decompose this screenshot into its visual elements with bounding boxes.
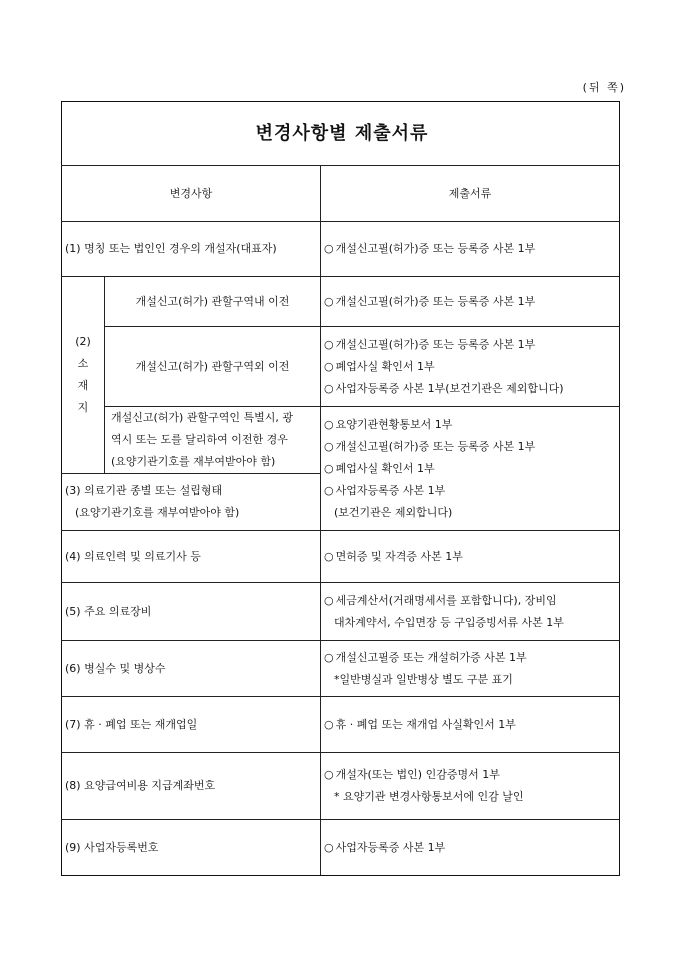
- row-label: (9) 사업자등록번호: [62, 820, 321, 876]
- table-row: [62, 753, 620, 820]
- table-row: [62, 583, 620, 641]
- change-documents-table: [61, 101, 620, 876]
- table-row: [62, 531, 620, 583]
- row-docs: ○ 휴 · 폐업 또는 재개업 사실확인서 1부: [321, 697, 620, 753]
- header-change: 변경사항: [62, 166, 321, 222]
- row-docs: ○ 요양기관현황통보서 1부 ○ 개설신고필(허가)증 또는 등록증 사본 1부 ○ 폐업사실 확인서 1부 ○ 사업자등록증 사본 1부 (보건기관은 제외합니다): [321, 407, 620, 531]
- table-row: [62, 277, 620, 327]
- header-documents: 제출서류: [321, 166, 620, 222]
- row-docs: ○ 개설자(또는 법인) 인감증명서 1부 * 요양기관 변경사항통보서에 인감 날인: [321, 753, 620, 820]
- row-label: (4) 의료인력 및 의료기사 등: [62, 531, 321, 583]
- row-label: 개설신고(허가) 관할구역내 이전: [105, 277, 321, 327]
- table-row: [62, 697, 620, 753]
- row-docs: ○ 사업자등록증 사본 1부: [321, 820, 620, 876]
- row-label: (7) 휴 · 폐업 또는 재개업일: [62, 697, 321, 753]
- row-label: 개설신고(허가) 관할구역인 특별시, 광 역시 또는 도를 달리하여 이전한 경우 (요양기관기호를 재부여받아야 함): [105, 407, 321, 474]
- row-docs: ○ 개설신고필(허가)증 또는 등록증 사본 1부: [321, 222, 620, 277]
- row-label: (5) 주요 의료장비: [62, 583, 321, 641]
- row-docs: ○ 개설신고필증 또는 개설허가증 사본 1부 *일반병실과 일반병상 별도 구분 표기: [321, 641, 620, 697]
- row-label: (6) 병실수 및 병상수: [62, 641, 321, 697]
- row-label: (8) 요양급여비용 지급계좌번호: [62, 753, 321, 820]
- table-title: 변경사항별 제출서류: [62, 102, 620, 166]
- table-row: [62, 641, 620, 697]
- page-side-label: (뒤 쪽): [582, 81, 626, 94]
- row-label: (1) 명칭 또는 법인인 경우의 개설자(대표자): [62, 222, 321, 277]
- row-label: (3) 의료기관 종별 또는 설립형태 (요양기관기호를 재부여받아야 함): [62, 474, 321, 531]
- row-docs: ○ 면허증 및 자격증 사본 1부: [321, 531, 620, 583]
- location-group-label: (2) 소 재 지: [62, 277, 105, 474]
- table-row: [62, 407, 620, 474]
- table-row: [62, 820, 620, 876]
- table-title-row: [62, 102, 620, 166]
- table-row: [62, 327, 620, 407]
- table-row: [62, 222, 620, 277]
- table-header-row: [62, 166, 620, 222]
- row-docs: ○ 개설신고필(허가)증 또는 등록증 사본 1부 ○ 폐업사실 확인서 1부 ○ 사업자등록증 사본 1부(보건기관은 제외합니다): [321, 327, 620, 407]
- row-label: 개설신고(허가) 관할구역외 이전: [105, 327, 321, 407]
- row-docs: ○ 개설신고필(허가)증 또는 등록증 사본 1부: [321, 277, 620, 327]
- row-docs: ○ 세금계산서(거래명세서를 포함합니다), 장비임 대차계약서, 수입면장 등 구입증빙서류 사본 1부: [321, 583, 620, 641]
